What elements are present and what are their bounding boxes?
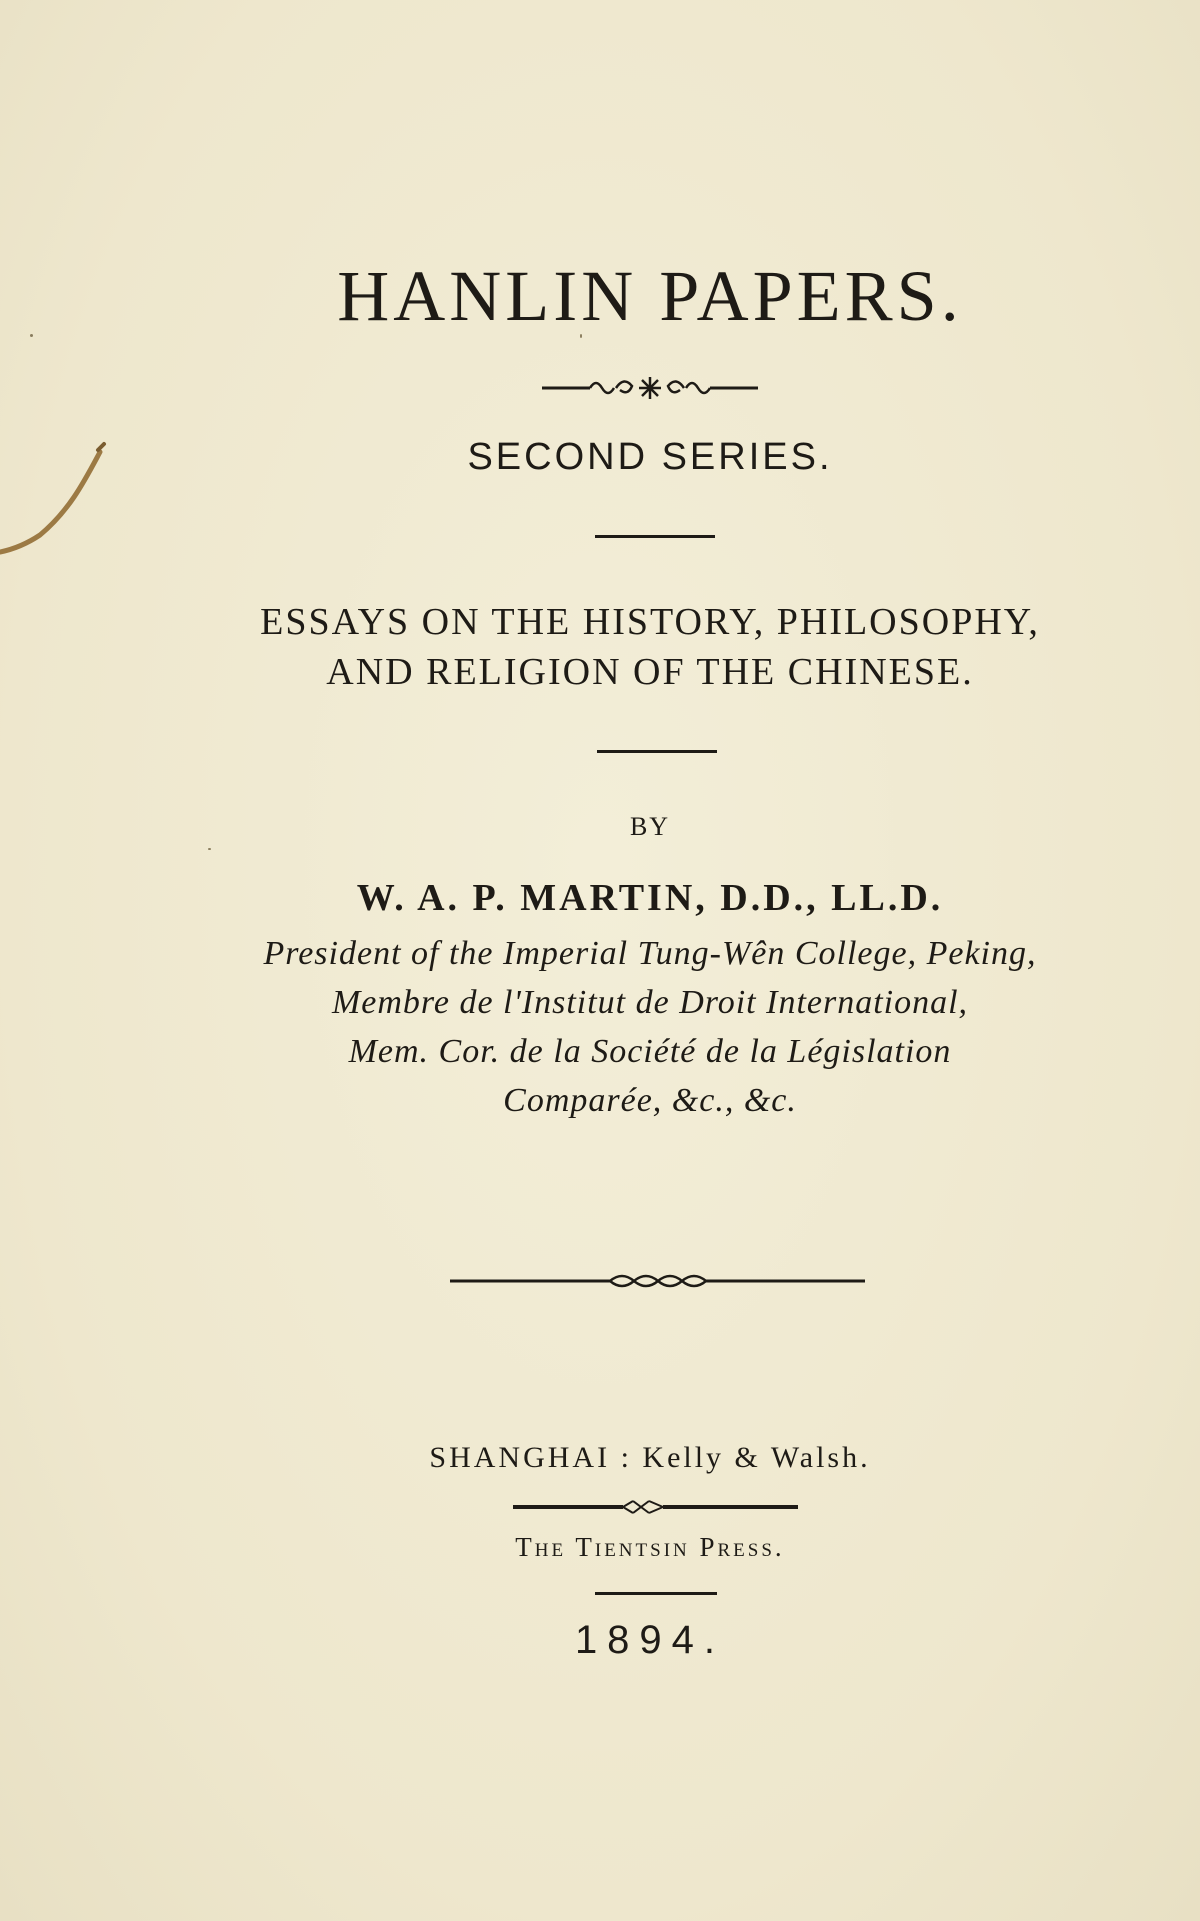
publication-year: 1894. bbox=[574, 1618, 726, 1662]
subtitle-line-1: ESSAYS ON THE HISTORY, PHILOSOPHY, bbox=[260, 601, 1040, 643]
title-ornament bbox=[540, 373, 760, 403]
series-label: SECOND SERIES. bbox=[467, 436, 833, 478]
ornamental-divider bbox=[450, 1266, 865, 1296]
section-rule bbox=[595, 1592, 717, 1595]
publisher-ornament bbox=[513, 1497, 798, 1517]
by-label: BY bbox=[629, 812, 671, 841]
paper-speck bbox=[208, 848, 211, 850]
section-rule bbox=[597, 750, 717, 753]
author-name: W. A. P. MARTIN, D.D., LL.D. bbox=[356, 877, 944, 919]
printer-line: The Tientsin Press. bbox=[515, 1532, 785, 1562]
subtitle-line-2: AND RELIGION OF THE CHINESE. bbox=[326, 651, 974, 693]
publisher-line: SHANGHAI : Kelly & Walsh. bbox=[429, 1441, 871, 1474]
section-rule bbox=[595, 535, 715, 538]
book-title: HANLIN PAPERS. bbox=[337, 256, 963, 336]
author-credential-line: President of the Imperial Tung-Wên College, Peking, bbox=[263, 935, 1037, 972]
author-credential-line: Comparée, &c., &c. bbox=[503, 1082, 797, 1119]
author-credential-line: Membre de l'Institut de Droit International, bbox=[331, 984, 969, 1021]
author-credential-line: Mem. Cor. de la Société de la Législation bbox=[348, 1033, 952, 1070]
